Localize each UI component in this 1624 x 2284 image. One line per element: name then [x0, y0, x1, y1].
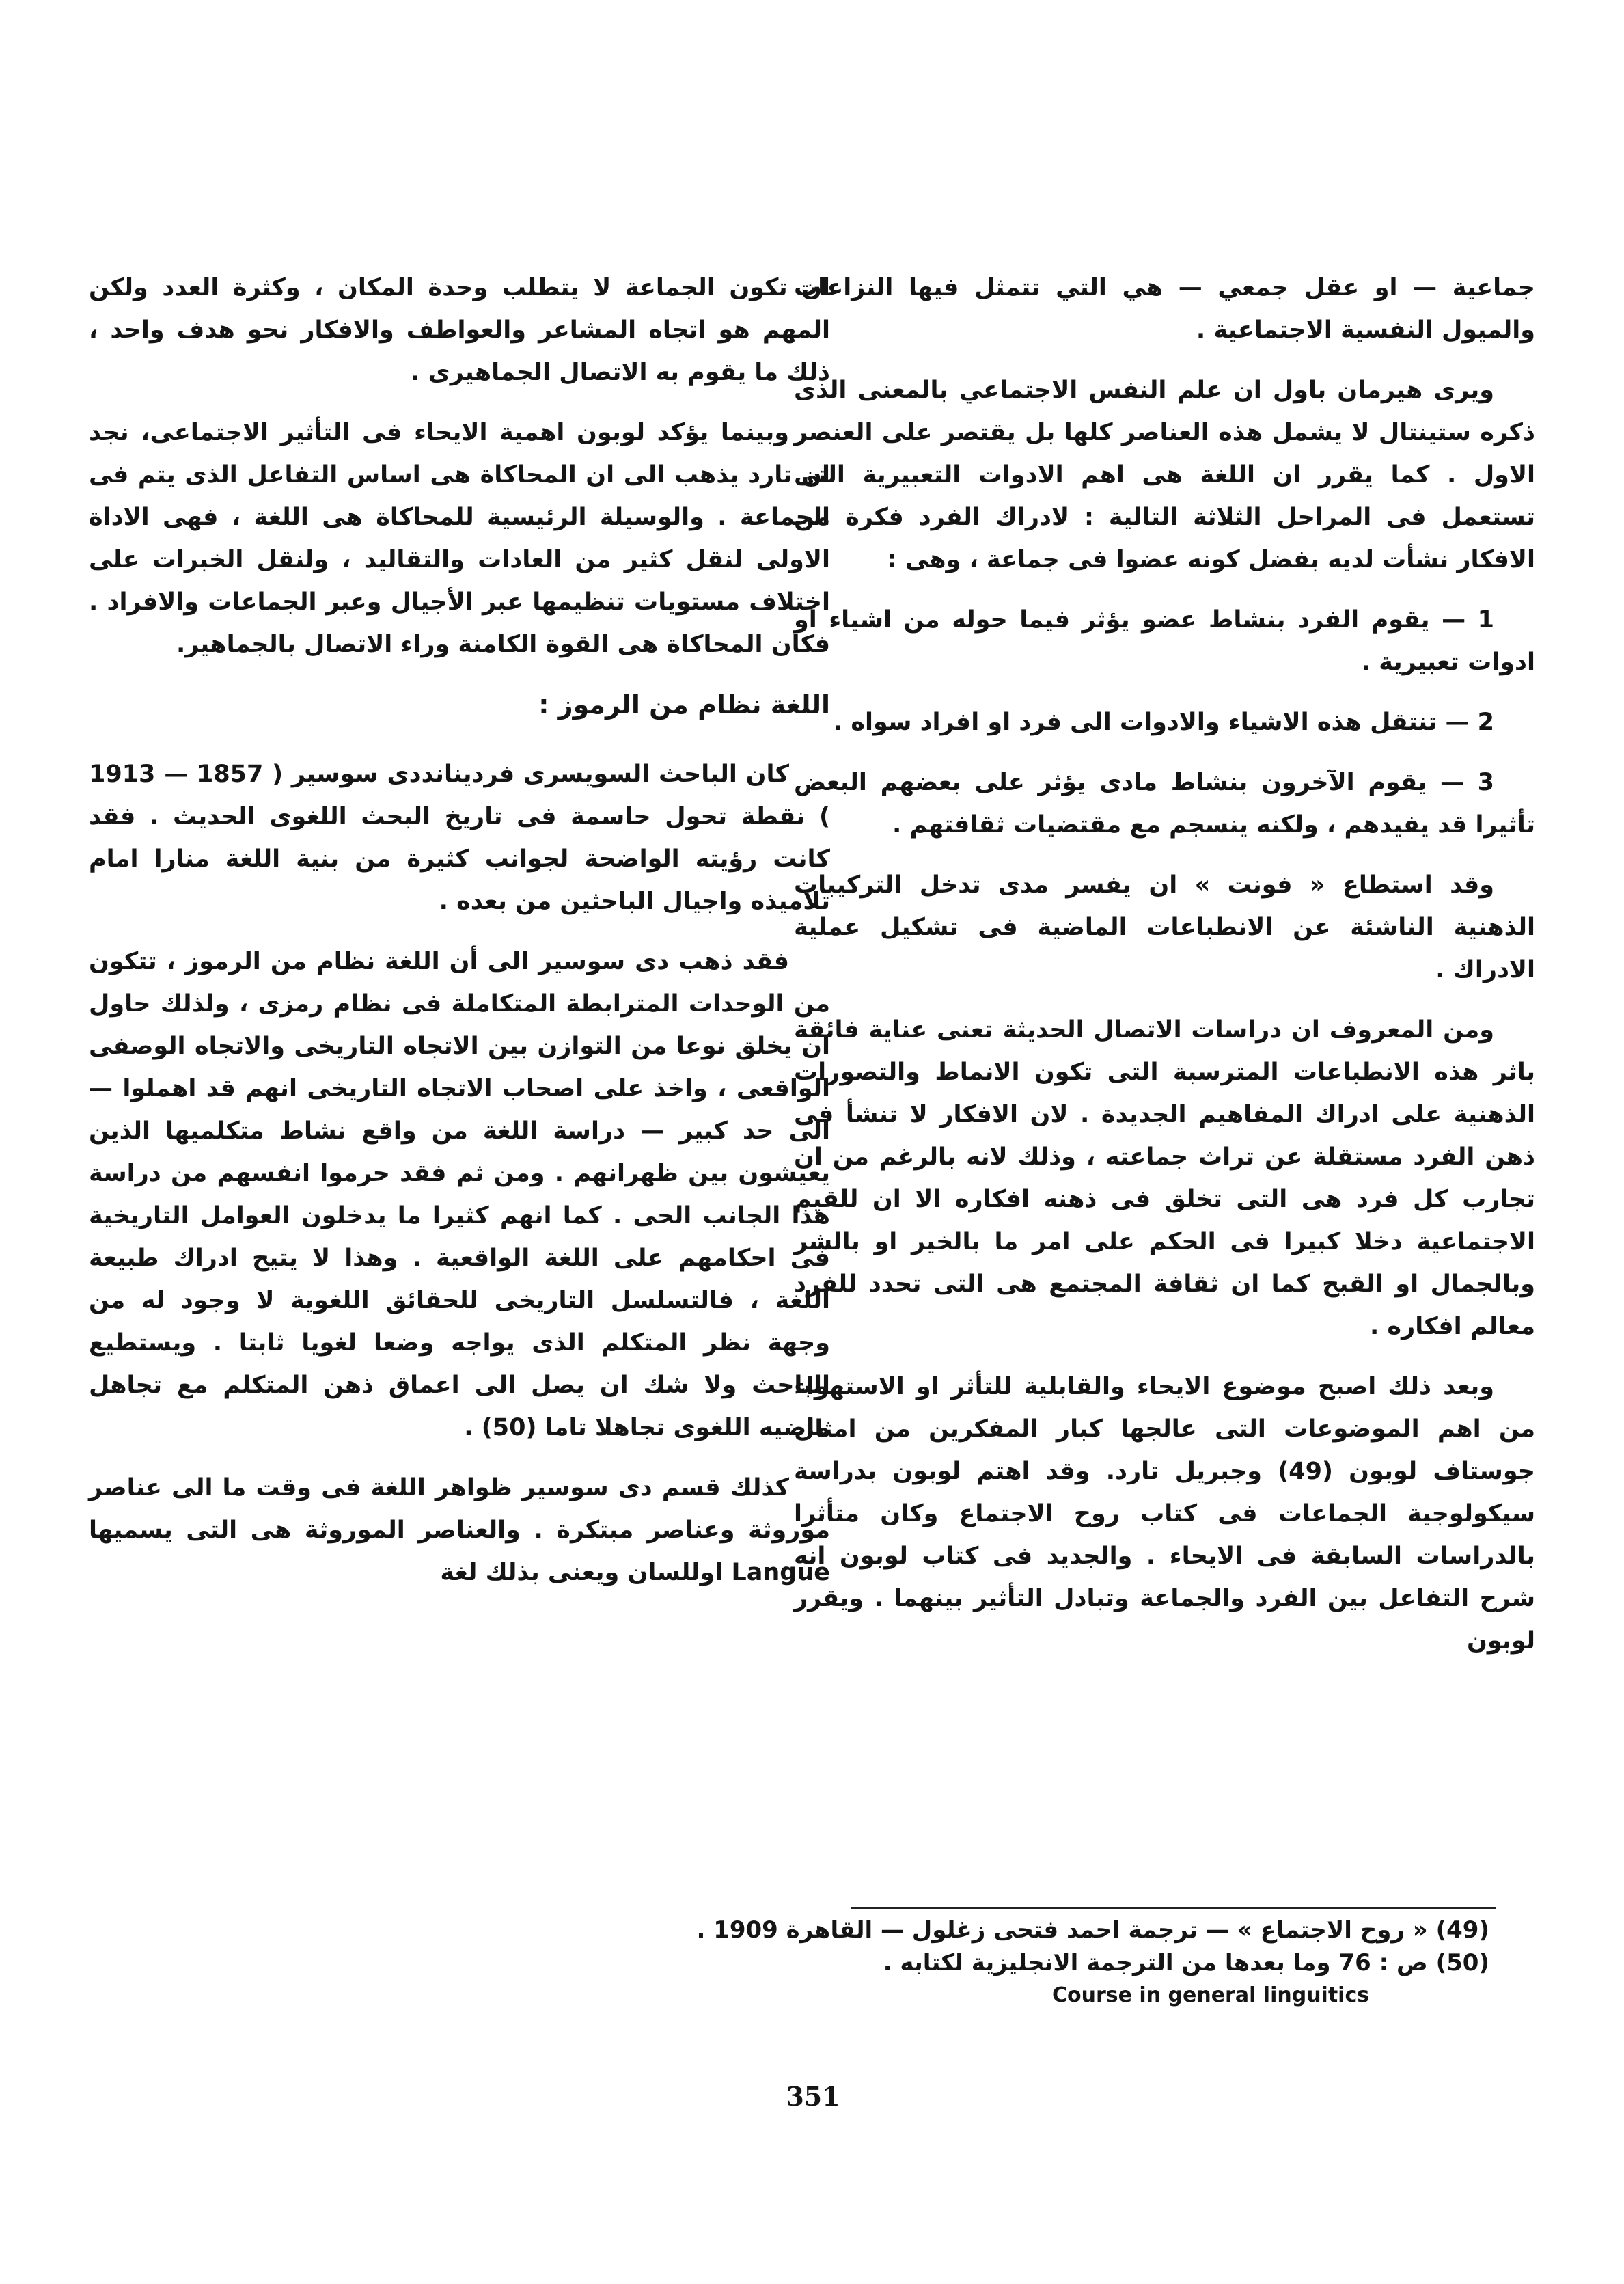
paragraph: وقد استطاع « فونت » ان يفسر مدى تدخل التركيبات الذهنية الناشئة عن الانطباعات الماضية فى تشكيل عملية الادراك . [794, 871, 1535, 983]
footnote-divider [851, 1907, 1496, 1909]
paragraph-text: اوللسان ويعنى بذلك لغة [440, 1559, 724, 1586]
paragraph: كان الباحث السويسرى فردينانددى سوسير ( 1857 — 1913 ) نقطة تحول حاسمة فى تاريخ البحث اللغوى الحديث . فقد كانت رؤيته الواضحة لجوانب كثيرة من بنية اللغة منارا امام تلاميذه واجيال الباحثين من بعده . [89, 761, 830, 915]
paragraph: 2 — تنتقل هذه الاشياء والادوات الى فرد او افراد سواه . [833, 709, 1494, 736]
paragraph: 1 — يقوم الفرد بنشاط عضو يؤثر فيما حوله من اشياء او ادوات تعبيرية . [794, 606, 1535, 676]
footnotes [547, 1914, 1489, 2012]
page-number: 351 [786, 2081, 840, 2112]
paragraph: وبينما يؤكد لوبون اهمية الايحاء فى التأثير الاجتماعى، نجد ان تارد يذهب الى ان المحاكاة هى اساس التفاعل الذى يتم فى الجماعة . والوسيلة الرئيسية للمحاكاة هى اللغة ، فهى الاداة الاولى لنقل كثير من العادات والتقاليد ، ولنقل الخبرات على اختلاف مستويات تنظيمها عبر الأجيال وعبر الجماعات والافراد . فكان المحاكاة هى القوة الكامنة وراء الاتصال بالجماهير. [89, 419, 830, 658]
paragraph: ومن المعروف ان دراسات الاتصال الحديثة تعنى عناية فائقة باثر هذه الانطباعات المترسبة التى تكون الانماط والتصورات الذهنية على ادراك المفاهيم الجديدة . لان الافكار لا تنشأ فى ذهن الفرد مستقلة عن تراث جماعته ، وذلك لانه بالرغم من ان تجارب كل فرد هى التى تخلق فى ذهنه افكاره الا ان للقيم الاجتماعية دخلا كبيرا فى الحكم على امر ما بالخير او بالشر وبالجمال او القبح كما ان ثقافة المجتمع هى التى تحدد للفرد معالم افكاره . [794, 1016, 1535, 1340]
footnote-50: (50) ص : 76 وما بعدها من الترجمة الانجليزية لكتابه . [883, 1949, 1489, 1976]
paragraph: ويرى هيرمان باول ان علم النفس الاجتماعي بالمعنى الذى ذكره ستينتال لا يشمل هذه العناصر كلها بل يقتصر على العنصر الاول . كما يقرر ان اللغة هى اهم الادوات التعبيرية التى تستعمل فى المراحل الثلاثة التالية : لادراك الفرد فكرة من الافكار نشأت لديه بفضل كونه عضوا فى جماعة ، وهى : [794, 377, 1535, 573]
paragraph: ان تكون الجماعة لا يتطلب وحدة المكان ، وكثرة العدد ولكن المهم هو اتجاه المشاعر والعواطف والافكار نحو هدف واحد ، ذلك ما يقوم به الاتصال الجماهيرى . [89, 274, 830, 386]
paragraph-text: كذلك قسم دى سوسير ظواهر اللغة فى وقت ما الى عناصر موروثة وعناصر مبتكرة . والعناصر الموروثة هى التى يسميها [89, 1474, 830, 1544]
paragraph: وبعد ذلك اصبح موضوع الايحاء والقابلية للتأثر او الاستهواء من اهم الموضوعات التى عالجها كبار المفكرين من امثال جوستاف لوبون (49) وجبريل تارد. وقد اهتم لوبون بدراسة سيكولوجية الجماعات فى كتاب روح الاجتماع وكان متأثرا بالدراسات السابقة فى الايحاء . والجديد فى كتاب لوبون انه شرح التفاعل بين الفرد والجماعة وتبادل التأثير بينهما . ويقرر لوبون [794, 1373, 1535, 1655]
left-column [89, 267, 830, 1612]
footnote-50-title: Course in general linguitics [1052, 1983, 1370, 2007]
footnote-49: (49) « روح الاجتماع » — ترجمة احمد فتحى زغلول — القاهرة 1909 . [696, 1916, 1489, 1944]
paragraph: جماعية — او عقل جمعي — هي التي تتمثل فيها النزاعات والميول النفسية الاجتماعية . [794, 274, 1535, 344]
right-column [794, 267, 1535, 1680]
paragraph [89, 1467, 830, 1594]
section-heading: اللغة نظام من الرموز : [538, 690, 830, 720]
paragraph: فقد ذهب دى سوسير الى أن اللغة نظام من الرموز ، تتكون من الوحدات المترابطة المتكاملة فى نظام رمزى ، ولذلك حاول ان يخلق نوعا من التوازن بين الاتجاه التاريخى والاتجاه الوصفى الواقعى ، واخذ على اصحاب الاتجاه التاريخى انهم قد اهملوا — الى حد كبير — دراسة اللغة من واقع نشاط متكلميها الذين يعيشون بين ظهرانهم . ومن ثم فقد حرموا انفسهم من دراسة هذا الجانب الحى . كما انهم كثيرا ما يدخلون العوامل التاريخية فى احكامهم على اللغة الواقعية . وهذا لا يتيح ادراك طبيعة اللغة ، فالتسلسل التاريخى للحقائق اللغوية لا وجود له من وجهة نظر المتكلم الذى يواجه وضعا لغويا ثابتا . ويستطيع الباحث ولا شك ان يصل الى اعماق ذهن المتكلم مع تجاهل ماضيه اللغوى تجاهلا تاما (50) . [89, 948, 830, 1441]
paragraph: 3 — يقوم الآخرون بنشاط مادى يؤثر على بعضهم البعض تأثيرا قد يفيدهم ، ولكنه ينسجم مع مقتضيات ثقافتهم . [794, 769, 1535, 839]
latin-term: Langue [731, 1559, 830, 1586]
